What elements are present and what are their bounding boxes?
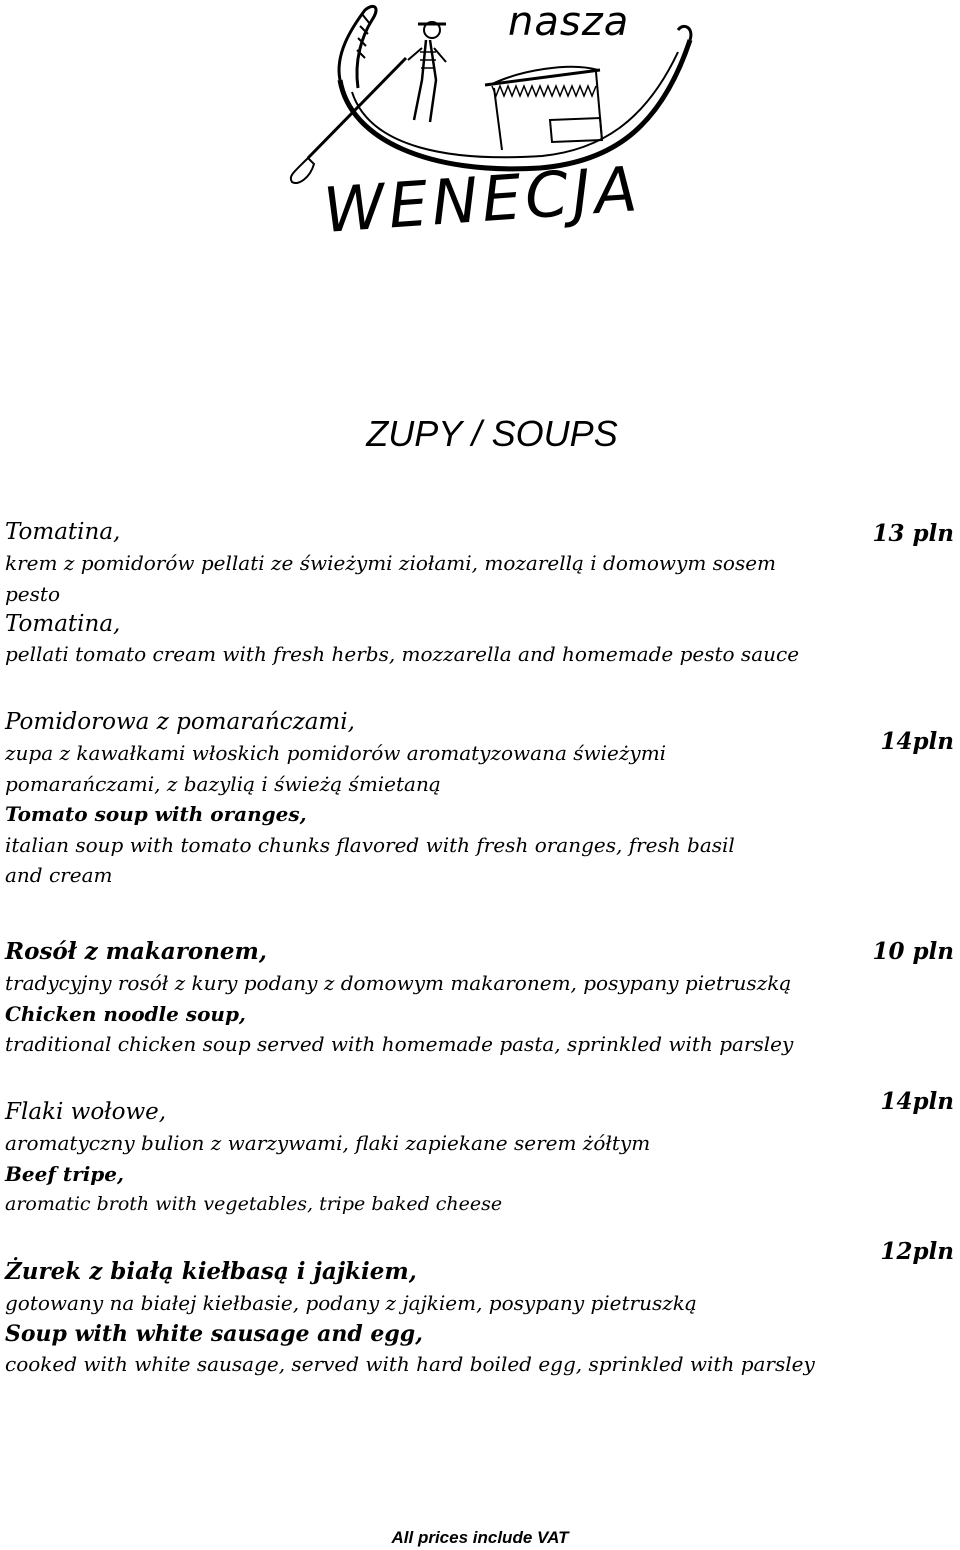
item-name-pl: Tomatina, — [5, 519, 121, 545]
item-name-en: Beef tripe, — [5, 1161, 124, 1186]
menu-item-zurek — [5, 1256, 860, 1380]
item-desc-pl: pesto — [5, 581, 60, 606]
item-desc-pl: pomarańczami, z bazylią i świeżą śmietaną — [5, 771, 441, 796]
menu-item-flaki — [5, 1096, 860, 1220]
item-price: 10 pln — [872, 938, 954, 965]
menu-item-tomatina — [5, 516, 860, 670]
item-desc-en: aromatic broth with vegetables, tripe baked cheese — [5, 1193, 503, 1215]
item-price: 12pln — [880, 1238, 954, 1265]
item-desc-pl: gotowany na białej kiełbasie, podany z jajkiem, posypany pietruszką — [5, 1291, 697, 1315]
item-desc-pl: tradycyjny rosół z kury podany z domowym makaronem, posypany pietruszką — [5, 971, 792, 995]
item-desc-en: italian soup with tomato chunks flavored with fresh oranges, fresh basil — [5, 832, 735, 857]
item-desc-pl: zupa z kawałkami włoskich pomidorów aromatyzowana świeżymi — [5, 741, 667, 765]
item-desc-en: pellati tomato cream with fresh herbs, mozzarella and homemade pesto sauce — [5, 642, 800, 666]
item-name-en: Soup with white sausage and egg, — [5, 1320, 423, 1347]
item-desc-en: and cream — [5, 863, 113, 887]
logo-main-text: WENECJA — [320, 151, 644, 247]
item-name-pl: Rosół z makaronem, — [5, 938, 267, 965]
item-name-pl: Flaki wołowe, — [5, 1099, 167, 1125]
item-desc-pl: krem z pomidorów pellati ze świeżymi ziołami, mozarellą i domowym sosem — [5, 551, 777, 575]
item-price: 14pln — [880, 728, 954, 755]
item-name-en: Tomato soup with oranges, — [5, 802, 307, 826]
item-desc-pl: aromatyczny bulion z warzywami, flaki zapiekane serem żółtym — [5, 1131, 651, 1155]
item-price: 13 pln — [872, 520, 954, 547]
item-name-pl: Pomidorowa z pomarańczami, — [5, 709, 355, 735]
item-name-en: Chicken noodle soup, — [5, 1001, 246, 1026]
menu-item-pomidorowa — [5, 706, 860, 891]
restaurant-logo — [280, 0, 700, 260]
item-desc-en: traditional chicken soup served with homemade pasta, sprinkled with parsley — [5, 1032, 794, 1056]
item-name-pl: Żurek z białą kiełbasą i jajkiem, — [5, 1258, 417, 1285]
item-price: 14pln — [880, 1088, 954, 1115]
item-name-en: Tomatina, — [5, 611, 121, 637]
section-title: ZUPY / SOUPS — [366, 413, 618, 454]
menu-item-rosol — [5, 936, 860, 1060]
item-desc-en: cooked with white sausage, served with hard boiled egg, sprinkled with parsley — [5, 1352, 815, 1376]
vat-note: All prices include VAT — [391, 1528, 569, 1547]
logo-top-text: nasza — [508, 0, 630, 45]
